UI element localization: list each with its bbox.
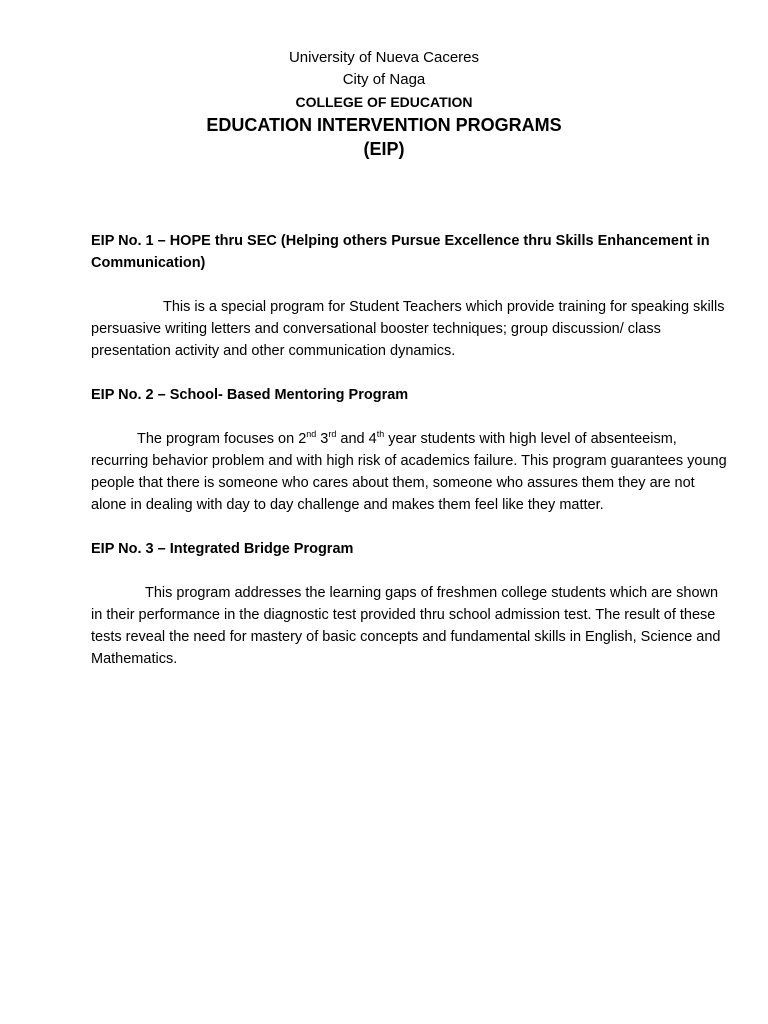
city-name: City of Naga xyxy=(342,71,426,88)
program-1-heading: EIP No. 1 – HOPE thru SEC (Helping others Pursue Excellence thru Skills Enhancement in Communication) xyxy=(91,233,710,271)
program-2-description xyxy=(91,428,731,516)
program-2-rest: year students with high level of absenteeism, recurring behavior problem and with high risk of academics failure. This program guarantees young people that there is someone who cares about them, someone who assures them they are not alone in dealing with day to day challenge and makes them feel like they matter. xyxy=(91,431,727,513)
program-1-text: This is a special program for Student Teachers which provide training for speaking skills persuasive writing letters and conversational booster techniques; group discussion/ class presentation activity and other communication dynamics. xyxy=(91,299,725,359)
college-name: COLLEGE OF EDUCATION xyxy=(295,94,473,110)
program-2-mid1: 3 xyxy=(316,431,329,447)
program-2-sup-rd: rd xyxy=(328,429,337,440)
program-2-sup-nd: nd xyxy=(306,429,317,440)
program-3-description xyxy=(91,582,731,670)
document-title: EDUCATION INTERVENTION PROGRAMS xyxy=(206,115,562,135)
program-2-mid2: and 4 xyxy=(336,431,377,447)
document-body xyxy=(91,230,731,670)
university-name: University of Nueva Caceres xyxy=(288,49,480,66)
program-1-description xyxy=(91,296,731,362)
document-subtitle: (EIP) xyxy=(363,139,405,159)
program-3-heading: EIP No. 3 – Integrated Bridge Program xyxy=(91,541,354,557)
program-2-sup-th: th xyxy=(376,429,385,440)
program-2-lead: The program focuses on 2 xyxy=(137,431,307,447)
program-3-text: This program addresses the learning gaps of freshmen college students which are shown in their performance in the diagnostic test provided thru school admission test. The result of these tests reveal the need for mastery of basic concepts and fundamental skills in English, Science and Mathematics. xyxy=(91,585,721,667)
document-header xyxy=(0,47,768,161)
program-2-heading: EIP No. 2 – School- Based Mentoring Program xyxy=(91,387,409,403)
